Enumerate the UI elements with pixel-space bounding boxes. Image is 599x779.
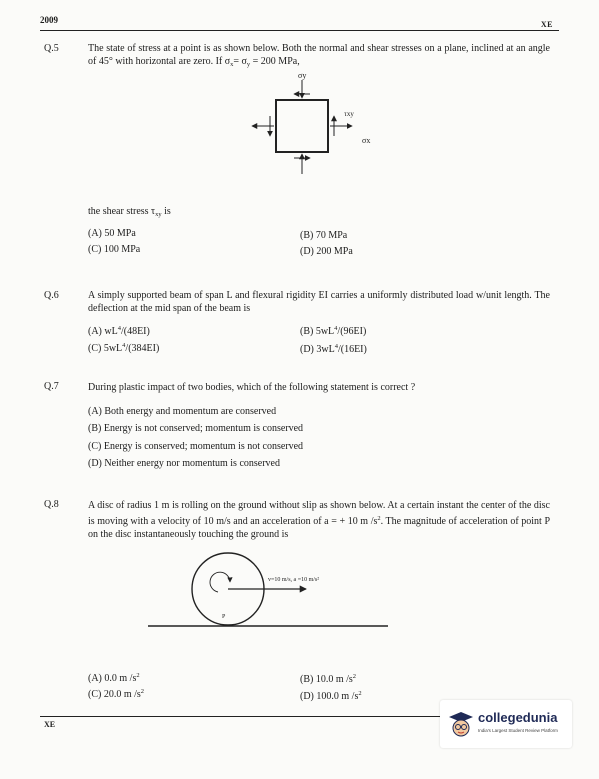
header-year: 2009 xyxy=(40,15,58,25)
q6-number: Q.6 xyxy=(44,290,59,301)
q8-rolling-disc-figure xyxy=(148,552,418,632)
q7-option-c[interactable]: (C) Energy is conserved; momentum is not conserved xyxy=(88,441,304,452)
q6-option-c[interactable]: (C) $5wL^4/(384EI)$ xyxy=(88,342,160,354)
q5-option-b[interactable]: (B) 70 MPa xyxy=(300,230,348,241)
q8-option-a[interactable]: (A) 0.0 m $/s^2$ xyxy=(88,672,140,684)
q7-option-a[interactable]: (A) Both energy and momentum are conserved xyxy=(88,406,277,417)
q8-label-velocity-acceleration: v=10 m/s, a =10 m/s² xyxy=(268,577,320,583)
q8-option-c[interactable]: (C) 20.0 m $/s^2$ xyxy=(88,688,145,700)
q6-option-b[interactable]: (B) $5wL^4/(96EI)$ xyxy=(300,325,367,337)
q6-option-d[interactable]: (D) $3wL^4/(16EI)$ xyxy=(300,343,367,355)
q5-stem: The state of stress at a point is as shown below. Both the normal and shear stresses on a plane, inclined at an angle of 45° with horizontal are zero. If $\sigma_x= \sigma_y = 200$ MPa, xyxy=(88,43,550,68)
q7-stem: During plastic impact of two bodies, which of the following statement is correct ? xyxy=(88,382,416,393)
q8-option-b[interactable]: (B) 10.0 m $/s^2$ xyxy=(300,673,357,685)
q5-number: Q.5 xyxy=(44,43,59,54)
q7-number: Q.7 xyxy=(44,381,59,392)
q5-label-sigma-x: σx xyxy=(362,136,371,145)
collegedunia-logo xyxy=(440,700,572,748)
q8-option-d[interactable]: (D) 100.0 m $/s^2$ xyxy=(300,690,362,702)
logo-tagline: India's Largest Student Review Platform xyxy=(478,728,558,733)
q8-number: Q.8 xyxy=(44,499,59,510)
q5-label-tau-xy: τxy xyxy=(344,110,354,118)
logo-wordmark: collegedunia xyxy=(478,710,558,725)
q5-option-a[interactable]: (A) 50 MPa xyxy=(88,228,136,239)
q5-option-c[interactable]: (C) 100 MPa xyxy=(88,244,141,255)
q6-stem: A simply supported beam of span L and flexural rigidity EI carries a uniformly distributed load w/unit length. The deflection at the mid span of the beam is xyxy=(88,290,550,314)
q7-option-b[interactable]: (B) Energy is not conserved; momentum is conserved xyxy=(88,423,304,434)
q8-label-point-p: P xyxy=(222,614,226,620)
graduate-avatar-icon xyxy=(446,709,476,739)
q5-question: the shear stress $\tau_{xy}$ is xyxy=(88,206,171,218)
header-paper-code: XE xyxy=(540,20,553,29)
q5-label-sigma-y: σy xyxy=(298,71,307,80)
q8-stem: A disc of radius 1 m is rolling on the ground without slip as shown below. At a certain instant the center of the disc is moving with a velocity of 10 m/s and an acceleration of a = + 10 m $/s^2$. The magnitude of acceleration of point P on the disc instantaneously touching the ground is xyxy=(88,500,551,540)
footer-paper-code: XE xyxy=(44,720,56,729)
q5-option-d[interactable]: (D) 200 MPa xyxy=(300,246,353,257)
q5-stress-element-figure xyxy=(240,70,400,192)
header-rule xyxy=(40,30,559,31)
q6-option-a[interactable]: (A) $wL^4/(48EI)$ xyxy=(88,325,150,337)
q7-option-d[interactable]: (D) Neither energy nor momentum is conserved xyxy=(88,458,280,469)
